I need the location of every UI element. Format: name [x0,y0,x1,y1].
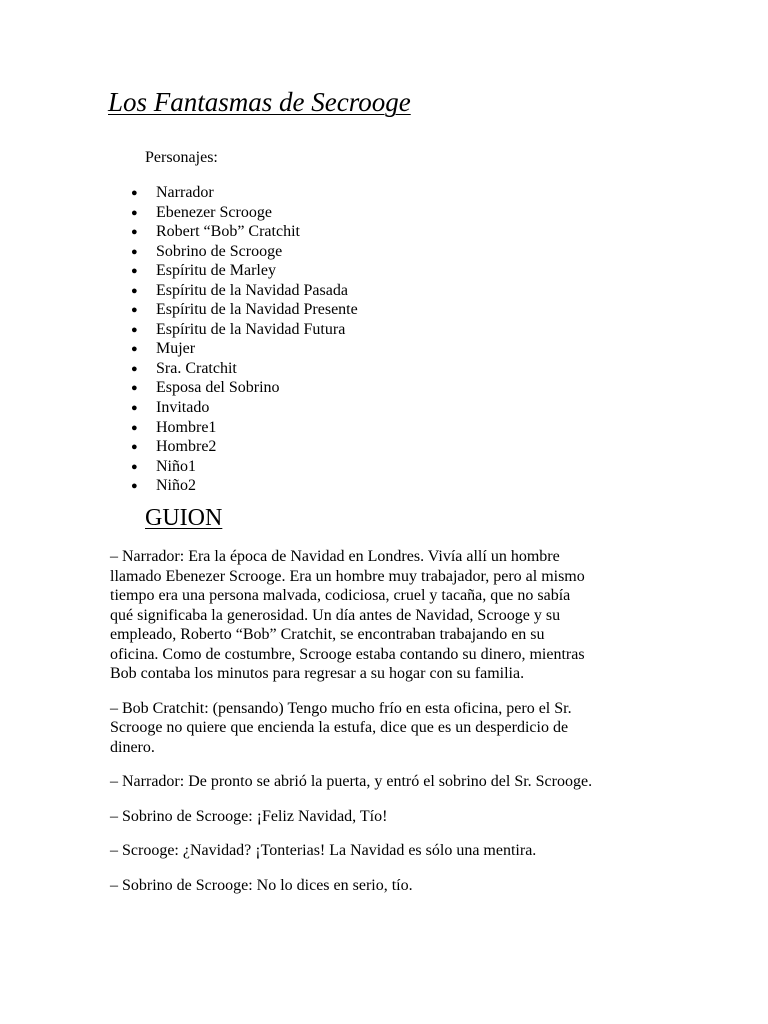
bullet-icon: ● [131,421,138,434]
bullet-icon: ● [131,245,138,258]
character-name: Hombre2 [156,438,217,456]
character-item [131,183,358,203]
character-item [131,242,358,262]
character-name: Mujer [156,340,196,358]
character-name: Espíritu de la Navidad Presente [156,301,358,319]
character-item [131,203,358,223]
bullet-icon: ● [131,226,138,239]
document-title: Los Fantasmas de Secrooge [108,87,411,117]
character-item [131,437,358,457]
script-paragraph: – Sobrino de Scrooge: No lo dices en serio, tío. [110,876,413,894]
character-name: Invitado [156,399,210,417]
bullet-icon: ● [131,265,138,278]
bullet-icon: ● [131,441,138,454]
bullet-icon: ● [131,480,138,493]
character-name: Ebenezer Scrooge [156,203,272,221]
bullet-icon: ● [131,284,138,297]
characters-list [131,183,358,496]
character-item [131,261,358,281]
character-item [131,300,358,320]
bullet-icon: ● [131,460,138,473]
character-item [131,378,358,398]
character-item [131,359,358,379]
character-name: Espíritu de Marley [156,262,276,280]
character-item [131,418,358,438]
script-paragraph: – Sobrino de Scrooge: ¡Feliz Navidad, Tío! [110,807,388,825]
character-name: Sra. Cratchit [156,359,237,377]
character-name: Espíritu de la Navidad Futura [156,320,346,338]
character-name: Robert “Bob” Cratchit [156,223,300,241]
script-paragraph: – Scrooge: ¿Navidad? ¡Tonterias! La Navidad es sólo una mentira. [110,842,537,859]
character-name: Niño1 [156,457,196,475]
character-item [131,339,358,359]
bullet-icon: ● [131,402,138,415]
bullet-icon: ● [131,206,138,219]
character-item [131,320,358,340]
bullet-icon: ● [131,362,138,375]
script-heading: GUION [145,505,223,531]
character-item [131,398,358,418]
character-name: Hombre1 [156,418,217,436]
script-body [110,547,670,910]
character-name: Esposa del Sobrino [156,379,280,397]
character-item [131,457,358,477]
bullet-icon: ● [131,382,138,395]
script-paragraph: – Narrador: De pronto se abrió la puerta, y entró el sobrino del Sr. Scrooge. [110,773,593,790]
bullet-icon: ● [131,187,138,199]
script-paragraph: – Bob Cratchit: (pensando) Tengo mucho frío en esta oficina, pero el Sr. Scrooge no quiere que encienda la estufa, dice que es un desperdicio de dinero. [110,699,572,756]
bullet-icon: ● [131,304,138,317]
character-item [131,222,358,242]
character-name: Espíritu de la Navidad Pasada [156,281,348,299]
script-paragraph: – Narrador: Era la época de Navidad en Londres. Vivía allí un hombre llamado Ebenezer Scrooge. Era un hombre muy trabajador, pero al mismo tiempo era una persona malvada, codiciosa, cruel y tacaña, que no sabía qué significaba la generosidad. Un día antes de Navidad, Scrooge y su empleado, Roberto “Bob” Cratchit, se encontraban trabajando en su oficina. Como de costumbre, Scrooge estaba contando su dinero, mientras Bob contaba los minutos para regresar a su hogar con su familia. [110,548,585,682]
character-item [131,476,358,496]
character-name: Niño2 [156,477,196,495]
characters-heading: Personajes: [145,149,218,166]
character-name: Narrador [156,184,214,201]
bullet-icon: ● [131,343,138,356]
bullet-icon: ● [131,323,138,336]
character-item [131,281,358,301]
character-name: Sobrino de Scrooge [156,242,283,260]
